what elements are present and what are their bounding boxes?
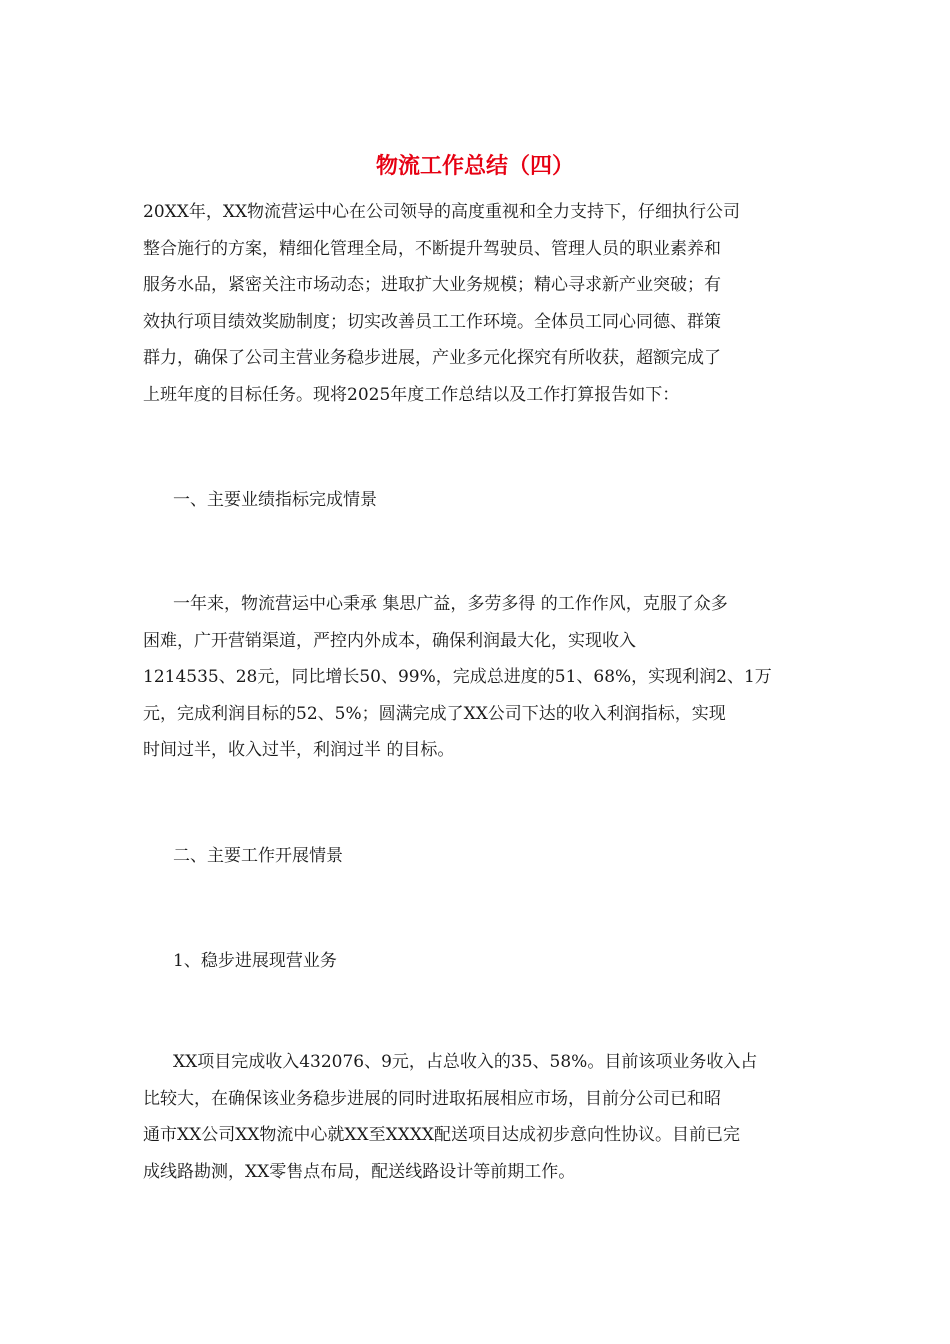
performance-line: 困难，广开营销渠道，严控内外成本，确保利润最大化，实现收入 (143, 630, 636, 651)
section-heading-performance: 一、主要业绩指标完成情景 (173, 490, 377, 510)
intro-line: 群力，确保了公司主营业务稳步进展，产业多元化探究有所收获，超额完成了 (143, 348, 721, 368)
business-line: 通市XX公司XX物流中心就XX至XXXX配送项目达成初步意向性协议。目前已完 (143, 1125, 741, 1145)
business-line: 成线路勘测，XX零售点布局，配送线路设计等前期工作。 (143, 1161, 576, 1182)
business-line: XX项目完成收入432076、9元，占总收入的35、58%。目前该项业务收入占 (173, 1052, 758, 1072)
document-title: 物流工作总结（四） (375, 153, 574, 179)
intro-line: 上班年度的目标任务。现将2025年度工作总结以及工作打算报告如下： (143, 384, 680, 405)
subsection-heading-business: 1、稳步进展现营业务 (173, 951, 337, 971)
intro-line: 20XX年，XX物流营运中心在公司领导的高度重视和全力支持下，仔细执行公司 (143, 202, 741, 222)
intro-line: 服务水品，紧密关注市场动态；进取扩大业务规模；精心寻求新产业突破；有 (143, 275, 721, 295)
intro-line: 整合施行的方案，精细化管理全局，不断提升驾驶员、管理人员的职业素养和 (143, 238, 721, 259)
intro-line: 效执行项目绩效奖励制度；切实改善员工工作环境。全体员工同心同德、群策 (143, 311, 721, 332)
performance-line: 元，完成利润目标的52、5%；圆满完成了XX公司下达的收入利润指标，实现 (143, 703, 726, 724)
performance-line: 一年来，物流营运中心秉承 集思广益，多劳多得 的工作作风，克服了众多 (173, 594, 728, 614)
business-paragraph (143, 1044, 807, 1190)
performance-line: 时间过半，收入过半，利润过半 的目标。 (143, 740, 455, 760)
performance-line: 1214535、28元，同比增长50、99%，完成总进度的51、68%，实现利润2、1万 (143, 667, 772, 687)
section-heading-work: 二、主要工作开展情景 (173, 846, 343, 866)
business-line: 比较大，在确保该业务稳步进展的同时进取拓展相应市场，目前分公司已和昭 (143, 1088, 721, 1109)
intro-paragraph (143, 194, 807, 413)
performance-paragraph (143, 586, 807, 769)
